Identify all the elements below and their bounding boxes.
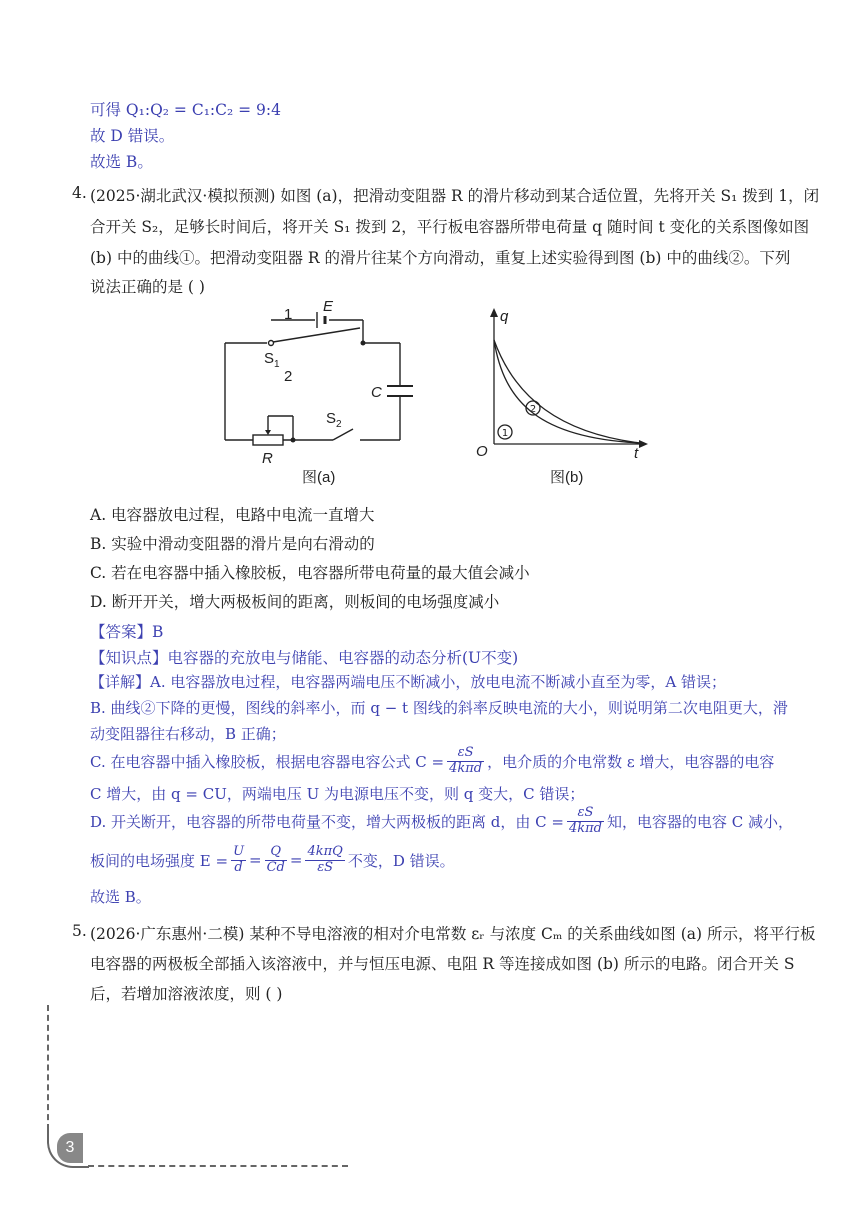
label-terminal-2: 2 xyxy=(284,368,293,385)
detail-d-line1: D. 开关断开，电容器的所带电荷量不变，增大两极板的距离 d，由 C = $\frac{\varepsilon S}{\text{4kπd}}$ 知，电容器的电容 C 减小， xyxy=(90,805,794,836)
label-t: t xyxy=(634,445,639,462)
slider-arrow-icon xyxy=(265,430,271,435)
figure-a-caption: 图(a) xyxy=(302,469,336,486)
q5-stem-line-3: 后，若增加溶液浓度，则 ( ) xyxy=(90,985,283,1003)
rheostat-body xyxy=(253,435,283,445)
answer: 【答案】B xyxy=(90,623,164,641)
curve-1 xyxy=(494,340,640,443)
q4-stem-line-2: 合开关 S₂，足够长时间后，将开关 S₁ 拨到 2，平行板电容器所带电荷量 q 随时间 t 变化的关系图像如图 xyxy=(90,218,810,236)
formula-q-over-cd: $\frac{Q}{Cd}$ xyxy=(266,844,285,875)
label-C: C xyxy=(371,384,382,401)
label-terminal-1: 1 xyxy=(284,306,293,323)
q4-stem-line-1: (2025·湖北武汉·模拟预测) 如图 (a)，把滑动变阻器 R 的滑片移动到某合适位置，先将开关 S₁ 拨到 1，闭 xyxy=(90,187,820,205)
footer-dashed-line xyxy=(88,1165,348,1167)
margin-dashed-line xyxy=(47,1005,49,1130)
option-b: B. 实验中滑动变阻器的滑片是向右滑动的 xyxy=(90,535,375,553)
formula-capacitance: $\frac{\varepsilon S}{\text{4kπd}}$ xyxy=(449,745,483,776)
q-axis-arrow-icon xyxy=(490,308,498,317)
q5-stem-line-1: (2026·广东惠州·二模) 某种不导电溶液的相对介电常数 εᵣ 与浓度 Cₘ 的关系曲线如图 (a) 所示，将平行板 xyxy=(90,925,816,943)
prev-line-2: 故 D 错误。 xyxy=(90,127,175,145)
label-S1: $S_1$ xyxy=(264,350,280,370)
q5-stem-line-2: 电容器的两极板全部插入该溶液中，并与恒压电源、电阻 R 等连接成如图 (b) 所示的电路。闭合开关 S xyxy=(90,955,795,973)
formula-capacitance-2: $\frac{\varepsilon S}{\text{4kπd}}$ xyxy=(568,805,602,836)
detail-d-line2: 板间的电场强度 E = $\frac{U}{d}$ = $\frac{Q}{Cd}$ = $\frac{\text{4kπQ}}{\varepsilon S}$ 不变，D 错误。 xyxy=(90,844,455,875)
option-a: A. 电容器放电过程，电路中电流一直增大 xyxy=(90,506,375,524)
circuit-figure-a xyxy=(215,298,425,493)
curve-2-label: 2 xyxy=(529,404,537,415)
option-d: D. 断开开关，增大两极板间的距离，则板间的电场强度减小 xyxy=(90,593,500,611)
q4-number: 4. xyxy=(72,184,87,202)
label-origin: O xyxy=(476,443,488,460)
prev-line-3: 故选 B。 xyxy=(90,153,153,171)
detail-c-line2: C 增大，由 q = CU，两端电压 U 为电源电压不变，则 q 变大，C 错误； xyxy=(90,785,585,803)
final-answer: 故选 B。 xyxy=(90,888,151,906)
graph-figure-b xyxy=(460,308,650,468)
label-q: q xyxy=(500,308,509,325)
q4-stem-line-4: 说法正确的是 ( ) xyxy=(90,278,205,296)
formula-u-over-d: $\frac{U}{d}$ xyxy=(233,844,245,875)
t-axis-arrow-icon xyxy=(639,440,648,448)
knowledge-point: 【知识点】电容器的充放电与储能、电容器的动态分析(U不变) xyxy=(90,649,519,667)
q4-stem-line-3: (b) 中的曲线①。把滑动变阻器 R 的滑片往某个方向滑动，重复上述实验得到图 (b) 中的曲线②。下列 xyxy=(90,249,791,267)
detail-c-line1: C. 在电容器中插入橡胶板，根据电容器电容公式 C = $\frac{\varepsilon S}{\text{4kπd}}$ ，电介质的介电常数 ε 增大，电容器的电容 xyxy=(90,745,775,776)
curve-2 xyxy=(494,340,640,443)
detail-b-line1: B. 曲线②下降的更慢，图线的斜率小，而 q − t 图线的斜率反映电流的大小，则说明第二次电阻更大，滑 xyxy=(90,699,788,717)
detail-b-line2: 动变阻器往右移动，B 正确； xyxy=(90,725,286,743)
page-number: 3 xyxy=(57,1133,83,1163)
detail-a: 【详解】A. 电容器放电过程，电容器两端电压不断减小，放电电流不断减小直至为零，A 错误； xyxy=(90,673,726,691)
prev-line-1: 可得 Q₁:Q₂ = C₁:C₂ = 9:4 xyxy=(90,101,281,119)
curve-1-label: 1 xyxy=(501,428,509,439)
figure-b-caption: 图(b) xyxy=(550,469,584,486)
option-c: C. 若在电容器中插入橡胶板，电容器所带电荷量的最大值会减小 xyxy=(90,564,530,582)
q5-number: 5. xyxy=(72,922,87,940)
formula-field: $\frac{\text{4kπQ}}{\varepsilon S}$ xyxy=(307,844,343,875)
label-S2: $S_2$ xyxy=(326,410,342,430)
label-E: E xyxy=(323,298,334,315)
label-R: R xyxy=(262,450,273,467)
